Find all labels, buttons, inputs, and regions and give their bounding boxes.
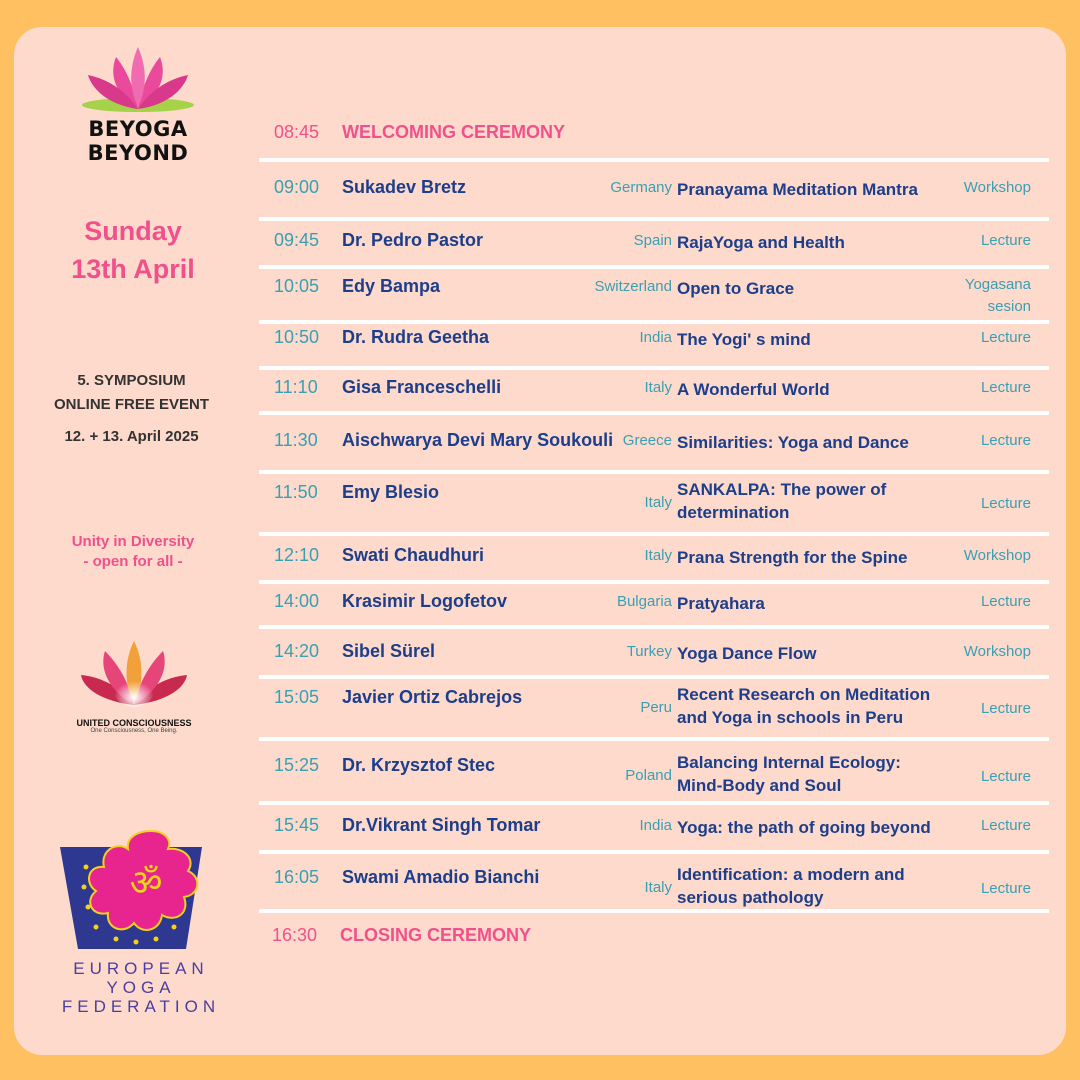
- speaker-country: Greece: [622, 432, 672, 449]
- schedule-row: [259, 276, 1049, 316]
- lotus-icon: [78, 47, 198, 127]
- session-time: 16:05: [274, 867, 320, 887]
- motto-line-2: - open for all -: [83, 553, 183, 570]
- eyf-line-2: YOGA: [106, 978, 176, 997]
- svg-text:ॐ: ॐ: [129, 863, 163, 904]
- speaker-country: India: [639, 329, 672, 346]
- row-divider: [259, 411, 1049, 415]
- session-time: 10:05: [274, 276, 320, 296]
- event-type: ONLINE FREE EVENT: [53, 396, 210, 413]
- schedule-row: [259, 755, 1049, 795]
- schedule-row: [259, 327, 1049, 367]
- closing-time: 16:30: [272, 925, 318, 945]
- opening-label: WELCOMING CEREMONY: [342, 122, 565, 142]
- speaker-name: Krasimir Logofetov: [342, 591, 508, 611]
- speaker-country: Italy: [644, 379, 672, 396]
- session-time: 09:45: [274, 230, 320, 250]
- session-type: Workshop: [963, 643, 1031, 660]
- speaker-country: Germany: [610, 179, 672, 196]
- row-divider: [259, 801, 1049, 805]
- row-divider: [259, 625, 1049, 629]
- session-type: Workshop: [963, 547, 1031, 564]
- speaker-country: Turkey: [626, 643, 672, 660]
- session-type: Lecture: [980, 329, 1031, 346]
- row-divider: [259, 532, 1049, 536]
- schedule-row: [259, 230, 1049, 270]
- symposium-number: 5. SYMPOSIUM: [77, 372, 186, 389]
- schedule-row: [259, 482, 1049, 522]
- session-time: 14:20: [274, 641, 320, 661]
- row-divider: [259, 737, 1049, 741]
- session-title: The Yogi' s mind: [677, 330, 811, 349]
- session-type: Lecture: [980, 880, 1031, 897]
- speaker-name: Dr. Pedro Pastor: [342, 230, 484, 250]
- speaker-name: Emy Blesio: [342, 482, 440, 502]
- speaker-country: Italy: [644, 547, 672, 564]
- speaker-name: Dr. Krzysztof Stec: [342, 755, 496, 775]
- eyf-emblem-icon: [56, 827, 216, 952]
- beyoga-beyond-logo: [38, 47, 238, 165]
- session-type: Yogasana sesion: [964, 276, 1031, 315]
- speaker-name: Swati Chaudhuri: [342, 545, 485, 565]
- session-title: SANKALPA: The power of determination: [677, 480, 887, 522]
- speaker-country: Italy: [644, 494, 672, 511]
- speaker-name: Dr.Vikrant Singh Tomar: [342, 815, 541, 835]
- session-time: 12:10: [274, 545, 320, 565]
- session-time: 11:50: [274, 482, 318, 502]
- session-time: 15:05: [274, 687, 320, 707]
- session-time: 15:25: [274, 755, 320, 775]
- session-type: Lecture: [980, 700, 1031, 717]
- session-title: Identification: a modern and serious pathology: [677, 865, 905, 907]
- row-divider: [259, 265, 1049, 269]
- day-date: 13th April: [71, 254, 195, 284]
- session-type: Lecture: [980, 379, 1031, 396]
- schedule-row: [259, 545, 1049, 585]
- schedule-row: [259, 430, 1049, 470]
- closing-ceremony-row: [259, 925, 1049, 955]
- session-title: Recent Research on Meditation and Yoga in schools in Peru: [677, 685, 931, 727]
- speaker-name: Aischwarya Devi Mary Soukouli: [342, 430, 614, 450]
- session-title: RajaYoga and Health: [677, 233, 845, 252]
- speaker-country: Peru: [640, 699, 672, 716]
- schedule-row: [259, 867, 1049, 907]
- speaker-country: Italy: [644, 879, 672, 896]
- speaker-name: Sibel Sürel: [342, 641, 436, 661]
- speaker-name: Sukadev Bretz: [342, 177, 467, 197]
- row-divider: [259, 470, 1049, 474]
- speaker-name: Dr. Rudra Geetha: [342, 327, 490, 347]
- session-title: Similarities: Yoga and Dance: [677, 433, 909, 452]
- closing-label: CLOSING CEREMONY: [340, 925, 532, 945]
- session-title: Yoga: the path of going beyond: [677, 818, 931, 837]
- session-time: 14:00: [274, 591, 320, 611]
- speaker-country: Spain: [633, 232, 672, 249]
- schedule-row: [259, 815, 1049, 855]
- eyf-line-3: FEDERATION: [61, 997, 221, 1016]
- speaker-name: Javier Ortiz Cabrejos: [342, 687, 523, 707]
- european-yoga-federation-logo: [56, 827, 221, 1017]
- schedule-row: [259, 177, 1049, 217]
- beyoga-beyond-wordmark: BEYOGA BEYOND: [87, 117, 189, 165]
- speaker-name: Swami Amadio Bianchi: [342, 867, 540, 887]
- session-type: Lecture: [980, 768, 1031, 785]
- day-heading: [44, 212, 222, 288]
- poster-card: [14, 27, 1066, 1055]
- session-type: Lecture: [980, 593, 1031, 610]
- uc-name: UNITED CONSCIOUSNESS: [76, 718, 192, 728]
- session-title: Yoga Dance Flow: [677, 644, 817, 663]
- speaker-country: Bulgaria: [616, 593, 672, 610]
- row-divider: [259, 675, 1049, 679]
- speaker-country: Switzerland: [594, 278, 672, 295]
- session-type: Lecture: [980, 232, 1031, 249]
- speaker-name: Edy Bampa: [342, 276, 441, 296]
- session-title: A Wonderful World: [677, 380, 830, 399]
- motto: [34, 532, 232, 572]
- row-divider: [259, 217, 1049, 221]
- session-title: Open to Grace: [677, 279, 795, 298]
- schedule-row: [259, 687, 1049, 727]
- event-dates: 12. + 13. April 2025: [64, 428, 199, 445]
- session-title: Pratyahara: [677, 594, 765, 613]
- motto-line-1: Unity in Diversity: [71, 533, 195, 550]
- opening-time: 08:45: [274, 122, 320, 142]
- session-title: Pranayama Meditation Mantra: [677, 180, 918, 199]
- speaker-country: India: [639, 817, 672, 834]
- opening-ceremony-row: [259, 117, 1049, 157]
- uc-tagline: One Consciousness, One Being.: [90, 728, 178, 734]
- uc-lotus-icon: [79, 639, 189, 711]
- session-time: 15:45: [274, 815, 320, 835]
- eyf-line-1: EUROPEAN: [73, 959, 209, 978]
- row-divider: [259, 366, 1049, 370]
- row-divider: [259, 580, 1049, 584]
- session-time: 10:50: [274, 327, 320, 347]
- session-type: Workshop: [963, 179, 1031, 196]
- united-consciousness-logo: [64, 639, 204, 734]
- row-divider: [259, 850, 1049, 854]
- session-type: Lecture: [980, 495, 1031, 512]
- session-time: 11:10: [274, 377, 318, 397]
- session-type: Lecture: [980, 817, 1031, 834]
- speaker-name: Gisa Franceschelli: [342, 377, 502, 397]
- session-time: 09:00: [274, 177, 320, 197]
- row-divider: [259, 909, 1049, 913]
- day-name: Sunday: [84, 216, 182, 246]
- session-type: Lecture: [980, 432, 1031, 449]
- session-title: Prana Strength for the Spine: [677, 548, 908, 567]
- session-title: Balancing Internal Ecology: Mind-Body and Soul: [677, 753, 901, 795]
- row-divider: [259, 320, 1049, 324]
- session-time: 11:30: [274, 430, 318, 450]
- row-divider: [259, 158, 1049, 162]
- speaker-country: Poland: [625, 767, 672, 784]
